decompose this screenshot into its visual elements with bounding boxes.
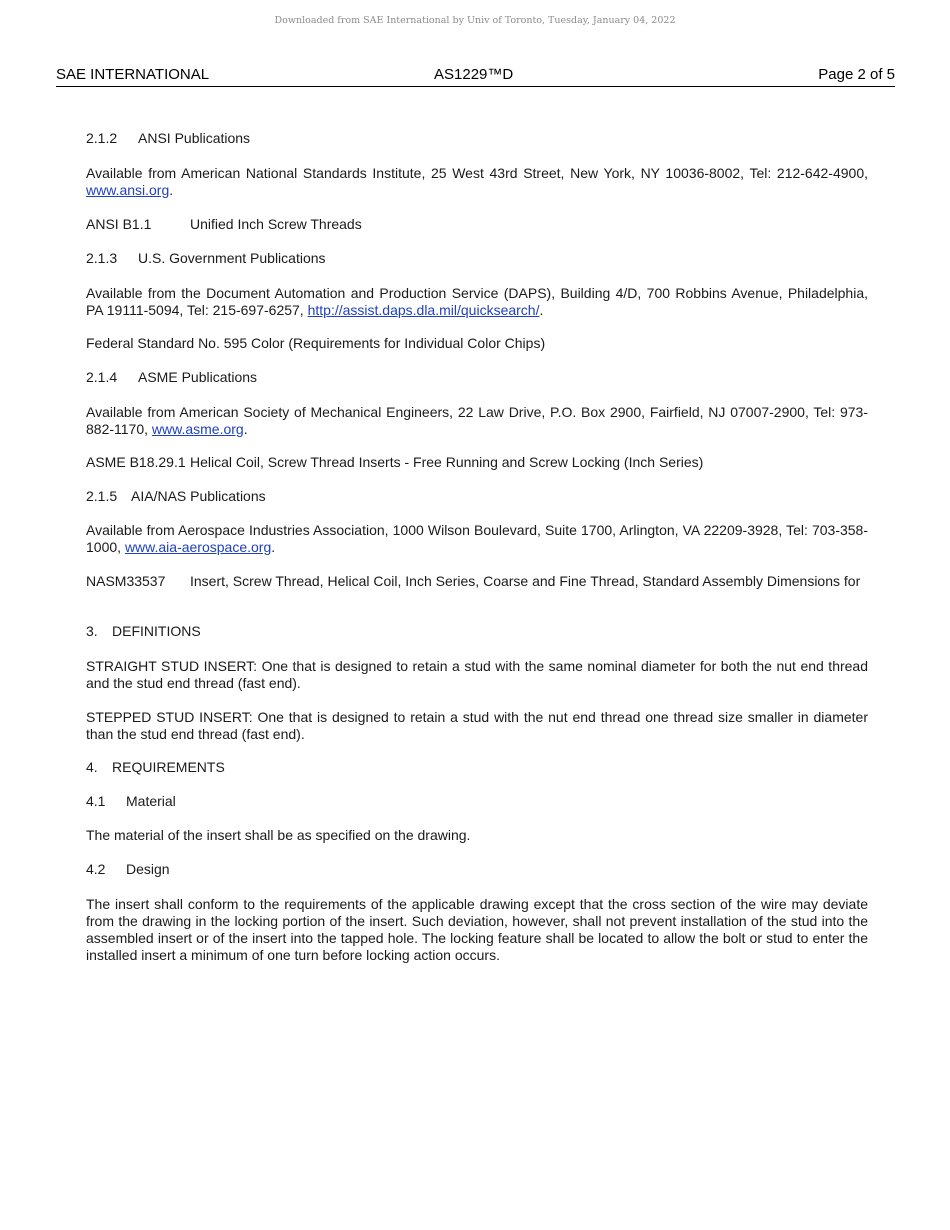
section-title: ANSI Publications xyxy=(138,130,251,146)
ansi-availability: Available from American National Standards Institute, 25 West 43rd Street, New York, NY 10036-8002, Tel: 212-642-4900, www.ansi.org. xyxy=(86,165,868,198)
federal-standard-595: Federal Standard No. 595 Color (Requirements for Individual Color Chips) xyxy=(86,335,546,351)
section-2-1-5-heading xyxy=(86,488,868,505)
section-title: U.S. Government Publications xyxy=(138,250,326,266)
download-watermark: Downloaded from SAE International by Univ of Toronto, Tuesday, January 04, 2022 xyxy=(274,15,676,26)
section-4-2-heading xyxy=(86,861,868,878)
section-title: Material xyxy=(126,793,176,809)
availability-text: Available from the Document Automation and Production Service (DAPS), Building 4/D, 700 Robbins Avenue, Philadelphia, PA 19111-5094, Tel: 215-697-6257, xyxy=(86,285,868,318)
reference-code: NASM33537 xyxy=(86,573,166,589)
section-title: Design xyxy=(126,861,170,877)
design-requirement: The insert shall conform to the requirements of the applicable drawing except that the cross section of the wire may deviate from the drawing in the locking portion of the insert. Such deviation, however, shall not prevent installation of the stud into the assembled insert or of the insert into the tapped hole. The locking feature shall be located to allow the bolt or stud to enter the installed insert a minimum of one turn before locking action occurs. xyxy=(86,896,868,963)
aia-availability: Available from Aerospace Industries Association, 1000 Wilson Boulevard, Suite 1700, Arlington, VA 22209-3928, Tel: 703-358-1000, www.aia-aerospace.org. xyxy=(86,522,868,555)
definition-stepped-stud-insert: STEPPED STUD INSERT: One that is designed to retain a stud with the nut end thread one thread size smaller in diameter than the stud end thread (fast end). xyxy=(86,709,868,742)
definition-straight-stud-insert: STRAIGHT STUD INSERT: One that is designed to retain a stud with the same nominal diameter for both the nut end thread and the stud end thread (fast end). xyxy=(86,658,868,691)
reference-code: ANSI B1.1 xyxy=(86,216,152,232)
reference-title: Helical Coil, Screw Thread Inserts - Free Running and Screw Locking (Inch Series) xyxy=(190,454,704,470)
section-3-heading xyxy=(86,623,868,640)
daps-availability: Available from the Document Automation and Production Service (DAPS), Building 4/D, 700 Robbins Avenue, Philadelphia, PA 19111-5094, Tel: 215-697-6257, http://assist.daps.dla.mil/quicksearch/. xyxy=(86,285,868,318)
section-2-1-3-heading xyxy=(86,250,868,267)
section-number: 4.1 xyxy=(86,793,106,809)
section-number: 3. xyxy=(86,623,98,639)
header-org: SAE INTERNATIONAL xyxy=(56,66,210,83)
ansi-link[interactable]: www.ansi.org xyxy=(86,182,170,198)
asme-availability: Available from American Society of Mechanical Engineers, 22 Law Drive, P.O. Box 2900, Fairfield, NJ 07007-2900, Tel: 973-882-1170, www.asme.org. xyxy=(86,404,868,437)
material-requirement: The material of the insert shall be as specified on the drawing. xyxy=(86,827,471,843)
section-2-1-4-heading xyxy=(86,369,868,386)
section-number: 4. xyxy=(86,759,98,775)
section-4-heading xyxy=(86,759,868,776)
aia-link[interactable]: www.aia-aerospace.org xyxy=(124,539,272,555)
reference-code: ASME B18.29.1 xyxy=(86,454,186,470)
section-number: 4.2 xyxy=(86,861,106,877)
section-number: 2.1.3 xyxy=(86,250,118,266)
section-title: REQUIREMENTS xyxy=(112,759,225,775)
section-4-1-heading xyxy=(86,793,868,810)
availability-text: Available from American National Standards Institute, 25 West 43rd Street, New York, NY 10036-8002, Tel: 212-642-4900, xyxy=(86,165,868,181)
section-title: DEFINITIONS xyxy=(112,623,201,639)
reference-title: Unified Inch Screw Threads xyxy=(190,216,362,232)
section-number: 2.1.4 xyxy=(86,369,118,385)
section-number: 2.1.5 xyxy=(86,488,118,504)
page-header xyxy=(56,66,895,87)
header-doc-id: AS1229™D xyxy=(434,66,514,83)
availability-text: Available from American Society of Mechanical Engineers, 22 Law Drive, P.O. Box 2900, Fairfield, NJ 07007-2900, Tel: 973-882-1170, xyxy=(86,404,868,437)
section-2-1-2-heading xyxy=(86,130,868,147)
header-page-number: Page 2 of 5 xyxy=(818,66,895,83)
availability-text: Available from Aerospace Industries Association, 1000 Wilson Boulevard, Suite 1700, Arlington, VA 22209-3928, Tel: 703-358-1000, xyxy=(86,522,868,555)
asme-link[interactable]: www.asme.org xyxy=(151,421,244,437)
reference-title: Insert, Screw Thread, Helical Coil, Inch Series, Coarse and Fine Thread, Standard Assembly Dimensions for xyxy=(190,573,861,589)
section-title: ASME Publications xyxy=(138,369,258,385)
assist-link[interactable]: http://assist.daps.dla.mil/quicksearch/ xyxy=(307,302,540,318)
section-number: 2.1.2 xyxy=(86,130,118,146)
section-title: AIA/NAS Publications xyxy=(131,488,266,504)
